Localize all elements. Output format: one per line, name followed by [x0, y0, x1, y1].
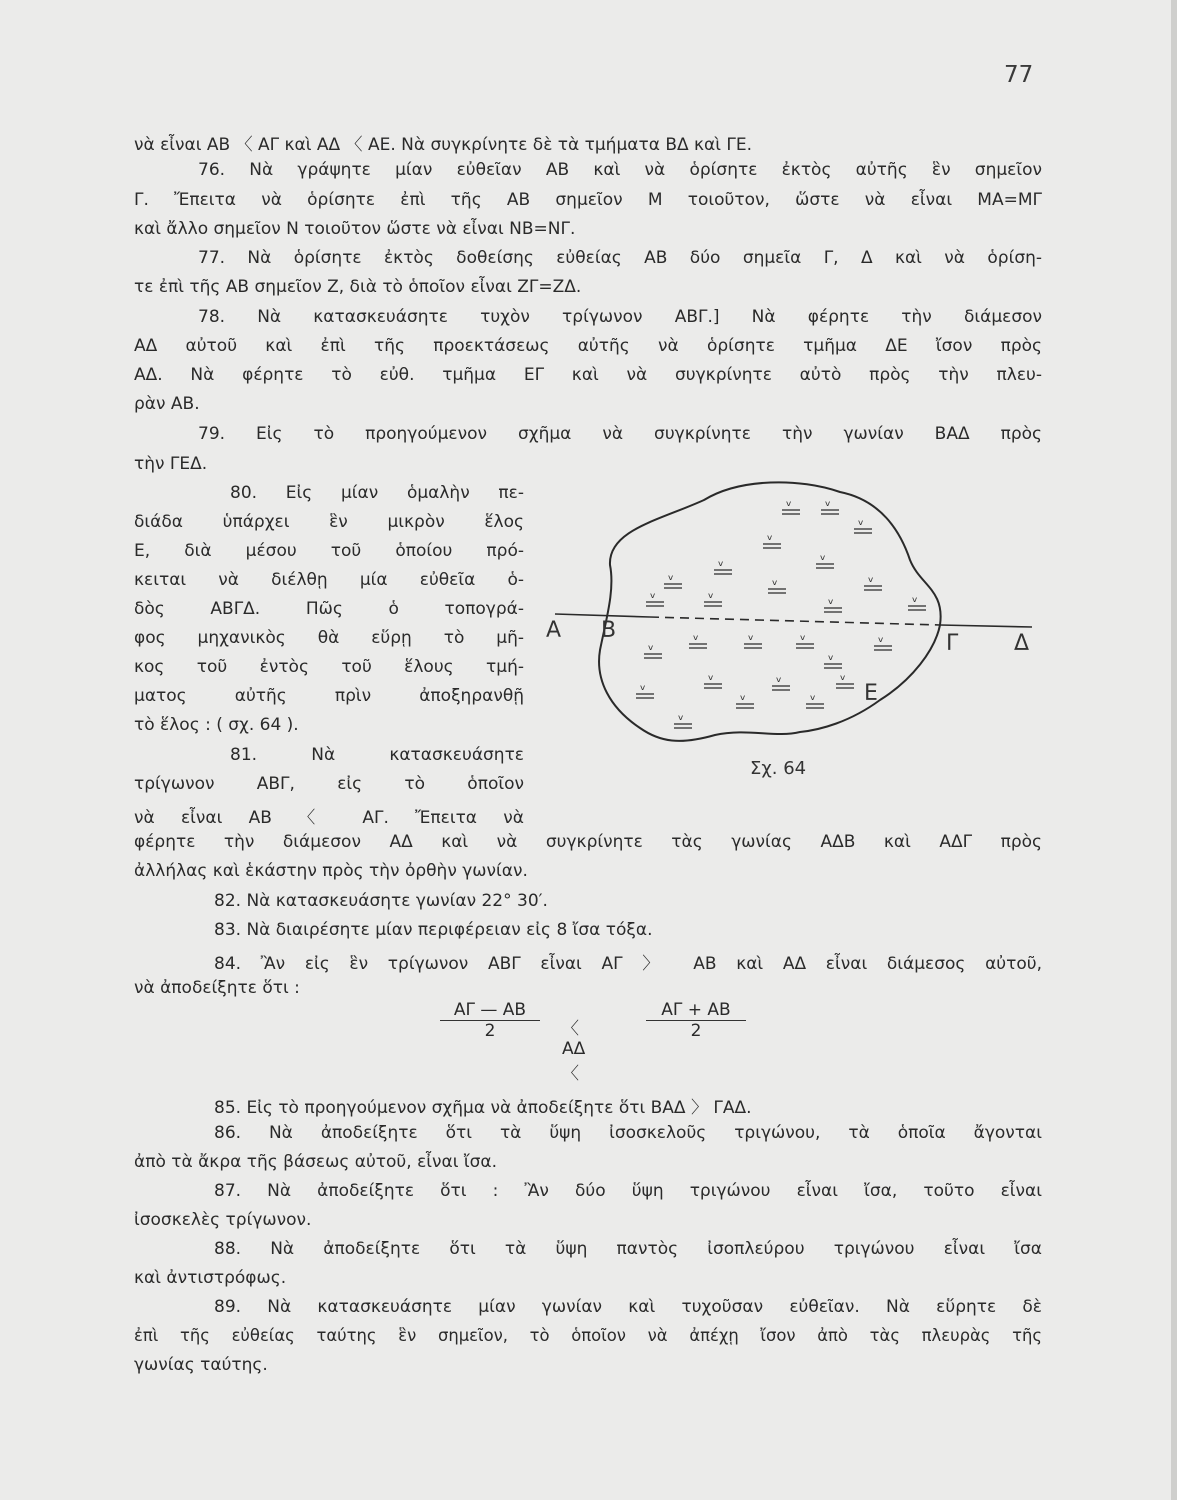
exercise-78-line: ΑΔ αὐτοῦ καὶ ἐπὶ τῆς προεκτάσεως αὐτῆς νὰ ὁρίσητε τμῆμα ΔΕ ἴσον πρὸς	[134, 336, 1042, 356]
marsh-symbol: ᵥ	[678, 708, 684, 724]
marsh-symbol-underlines	[636, 510, 926, 728]
marsh-symbol: ᵥ	[810, 688, 816, 704]
marsh-symbol: ᵥ	[858, 513, 864, 529]
marsh-symbol: ᵥ	[786, 494, 792, 510]
exercise-76-line: 76. Νὰ γράψητε μίαν εὐθεῖαν ΑΒ καὶ νὰ ὁρίσητε ἐκτὸς αὐτῆς ἓν σημεῖον	[198, 160, 1042, 180]
exercise-79-line: τὴν ΓΕΔ.	[134, 454, 208, 474]
marsh-symbol: ᵥ	[708, 586, 714, 602]
label-b: Β	[601, 618, 617, 643]
road-line-left	[555, 614, 650, 617]
exercise-84-line: νὰ ἀποδείξητε ὅτι :	[134, 978, 300, 998]
marsh-symbol: ᵥ	[820, 548, 826, 564]
marsh-symbol: ᵥ	[828, 648, 834, 664]
exercise-80-line: δὸς ΑΒΓΔ. Πῶς ὁ τοπογρά-	[134, 599, 524, 619]
marsh-symbol: ᵥ	[868, 570, 874, 586]
figure-caption: Σχ. 64	[750, 758, 807, 779]
exercise-81-line: νὰ εἶναι ΑΒ 〈 ΑΓ. Ἔπειτα νὰ	[134, 808, 524, 828]
exercise-87-line: ἰσοσκελὲς τρίγωνον.	[134, 1210, 312, 1230]
marsh-symbol: ᵥ	[772, 573, 778, 589]
text-line: νὰ εἶναι ΑΒ 〈 ΑΓ καὶ ΑΔ 〈 ΑΕ. Νὰ συγκρίνητε δὲ τὰ τμήματα ΒΔ καὶ ΓΕ.	[134, 135, 753, 155]
exercise-80-line: κειται νὰ διέλθῃ μία εὐθεῖα ὁ-	[134, 570, 524, 590]
exercise-76-line: καὶ ἄλλο σημεῖον Ν τοιοῦτον ὥστε νὰ εἶναι ΝΒ=ΝΓ.	[134, 219, 576, 239]
exercise-83-line: 83. Νὰ διαιρέσητε μίαν περιφέρειαν εἰς 8 ἴσα τόξα.	[214, 920, 653, 940]
marsh-outline	[599, 482, 941, 741]
marsh-symbol: ᵥ	[708, 668, 714, 684]
marsh-symbol: ᵥ	[776, 670, 782, 686]
exercise-89-line: ἐπὶ τῆς εὐθείας ταύτης ἓν σημεῖον, τὸ ὁποῖον νὰ ἀπέχῃ ἴσον ἀπὸ τὰς πλευρὰς τῆς	[134, 1326, 1042, 1345]
exercise-80-line: φος μηχανικὸς θὰ εὕρῃ τὸ μῆ-	[134, 628, 524, 648]
label-a: Α	[546, 618, 562, 643]
marsh-symbol: ᵥ	[693, 628, 699, 644]
exercise-84-line: 84. Ἂν εἰς ἓν τρίγωνον ΑΒΓ εἶναι ΑΓ 〉 ΑΒ καὶ ΑΔ εἶναι διάμεσος αὐτοῦ,	[214, 954, 1042, 974]
marsh-symbol: ᵥ	[800, 628, 806, 644]
marsh-symbol: ᵥ	[828, 592, 834, 608]
label-e: Ε	[864, 681, 878, 706]
exercise-80-line: διάδα ὑπάρχει ἓν μικρὸν ἕλος	[134, 512, 524, 532]
page-number: 77	[1004, 62, 1034, 88]
left-denominator: 2	[484, 1021, 496, 1041]
marsh-symbol: ᵥ	[718, 554, 724, 570]
marsh-symbol: ᵥ	[650, 586, 656, 602]
exercise-81-line: φέρητε τὴν διάμεσον ΑΔ καὶ νὰ συγκρίνητε τὰς γωνίας ΑΔΒ καὶ ΑΔΓ πρὸς	[134, 832, 1042, 852]
left-numerator: ΑΓ — ΑΒ	[440, 1000, 540, 1021]
road-line-dashed	[650, 617, 940, 625]
exercise-80-line: 80. Εἰς μίαν ὁμαλὴν πε-	[230, 483, 524, 503]
exercise-76-line: Γ. Ἔπειτα νὰ ὁρίσητε ἐπὶ τῆς ΑΒ σημεῖον Μ τοιοῦτον, ὥστε νὰ εἶναι ΜΑ=ΜΓ	[134, 190, 1042, 210]
exercise-81-line: 81. Νὰ κατασκευάσητε	[230, 745, 524, 765]
marsh-symbol: ᵥ	[668, 568, 674, 584]
exercise-88-line: 88. Νὰ ἀποδείξητε ὅτι τὰ ὕψη παντὸς ἰσοπλεύρου τριγώνου εἶναι ἴσα	[214, 1239, 1042, 1259]
exercise-77-line: 77. Νὰ ὁρίσητε ἐκτὸς δοθείσης εὐθείας ΑΒ δύο σημεῖα Γ, Δ καὶ νὰ ὁρίση-	[198, 248, 1042, 268]
exercise-88-line: καὶ ἀντιστρόφως.	[134, 1268, 287, 1288]
marsh-symbol: ᵥ	[878, 630, 884, 646]
exercise-82-line: 82. Νὰ κατασκευάσητε γωνίαν 22° 30′.	[214, 891, 548, 911]
marsh-symbol: ᵥ	[740, 688, 746, 704]
exercise-77-line: τε ἐπὶ τῆς ΑΒ σημεῖον Ζ, διὰ τὸ ὁποῖον εἶναι ΖΓ=ΖΔ.	[134, 277, 582, 297]
marsh-symbol: ᵥ	[767, 528, 773, 544]
exercise-89-line: 89. Νὰ κατασκευάσητε μίαν γωνίαν καὶ τυχοῦσαν εὐθεῖαν. Νὰ εὕρητε δὲ	[214, 1297, 1042, 1317]
exercise-78-line: ΑΔ. Νὰ φέρητε τὸ εὐθ. τμῆμα ΕΓ καὶ νὰ συγκρίνητε αὐτὸ πρὸς τὴν πλευ-	[134, 365, 1042, 385]
exercise-85-line: 85. Εἰς τὸ προηγούμενον σχῆμα νὰ ἀποδείξητε ὅτι ΒΑΔ 〉 ΓΑΔ.	[214, 1098, 752, 1118]
exercise-80-line: Ε, διὰ μέσου τοῦ ὁποίου πρό-	[134, 541, 524, 561]
marsh-symbol: ᵥ	[640, 678, 646, 694]
exercise-80-line: κος τοῦ ἐντὸς τοῦ ἕλους τμή-	[134, 657, 524, 677]
label-d: Δ	[1014, 631, 1030, 656]
exercise-86-line: 86. Νὰ ἀποδείξητε ὅτι τὰ ὕψη ἰσοσκελοῦς τριγώνου, τὰ ὁποῖα ἄγονται	[214, 1123, 1042, 1143]
marsh-symbol: ᵥ	[912, 590, 918, 606]
exercise-80-line: τὸ ἕλος : ( σχ. 64 ).	[134, 715, 299, 735]
inequality-middle: 〈 ΑΔ 〈	[562, 1019, 586, 1084]
exercise-87-line: 87. Νὰ ἀποδείξητε ὅτι : Ἂν δύο ὕψη τριγώνου εἶναι ἴσα, τοῦτο εἶναι	[214, 1181, 1042, 1201]
exercise-78-line: 78. Νὰ κατασκευάσητε τυχὸν τρίγωνον ΑΒΓ.] Νὰ φέρητε τὴν διάμεσον	[198, 307, 1042, 327]
exercise-81-line: τρίγωνον ΑΒΓ, εἰς τὸ ὁποῖον	[134, 774, 524, 794]
road-line-right	[940, 625, 1032, 627]
exercise-86-line: ἀπὸ τὰ ἄκρα τῆς βάσεως αὐτοῦ, εἶναι ἴσα.	[134, 1152, 498, 1172]
marsh-symbol: ᵥ	[840, 668, 846, 684]
exercise-80-line: ματος αὐτῆς πρὶν ἀποξηρανθῇ	[134, 686, 524, 706]
marsh-symbol: ᵥ	[648, 638, 654, 654]
exercise-78-line: ρὰν ΑΒ.	[134, 394, 200, 414]
exercise-89-line: γωνίας ταύτης.	[134, 1355, 268, 1375]
right-numerator: ΑΓ + ΑΒ	[646, 1000, 746, 1021]
marsh-symbol: ᵥ	[748, 628, 754, 644]
exercise-81-line: ἀλλήλας καὶ ἑκάστην πρὸς τὴν ὀρθὴν γωνίαν.	[134, 861, 528, 881]
right-denominator: 2	[690, 1021, 702, 1041]
label-g: Γ	[946, 631, 959, 656]
exercise-79-line: 79. Εἰς τὸ προηγούμενον σχῆμα νὰ συγκρίνητε τὴν γωνίαν ΒΑΔ πρὸς	[198, 424, 1042, 444]
marsh-symbol: ᵥ	[825, 494, 831, 510]
